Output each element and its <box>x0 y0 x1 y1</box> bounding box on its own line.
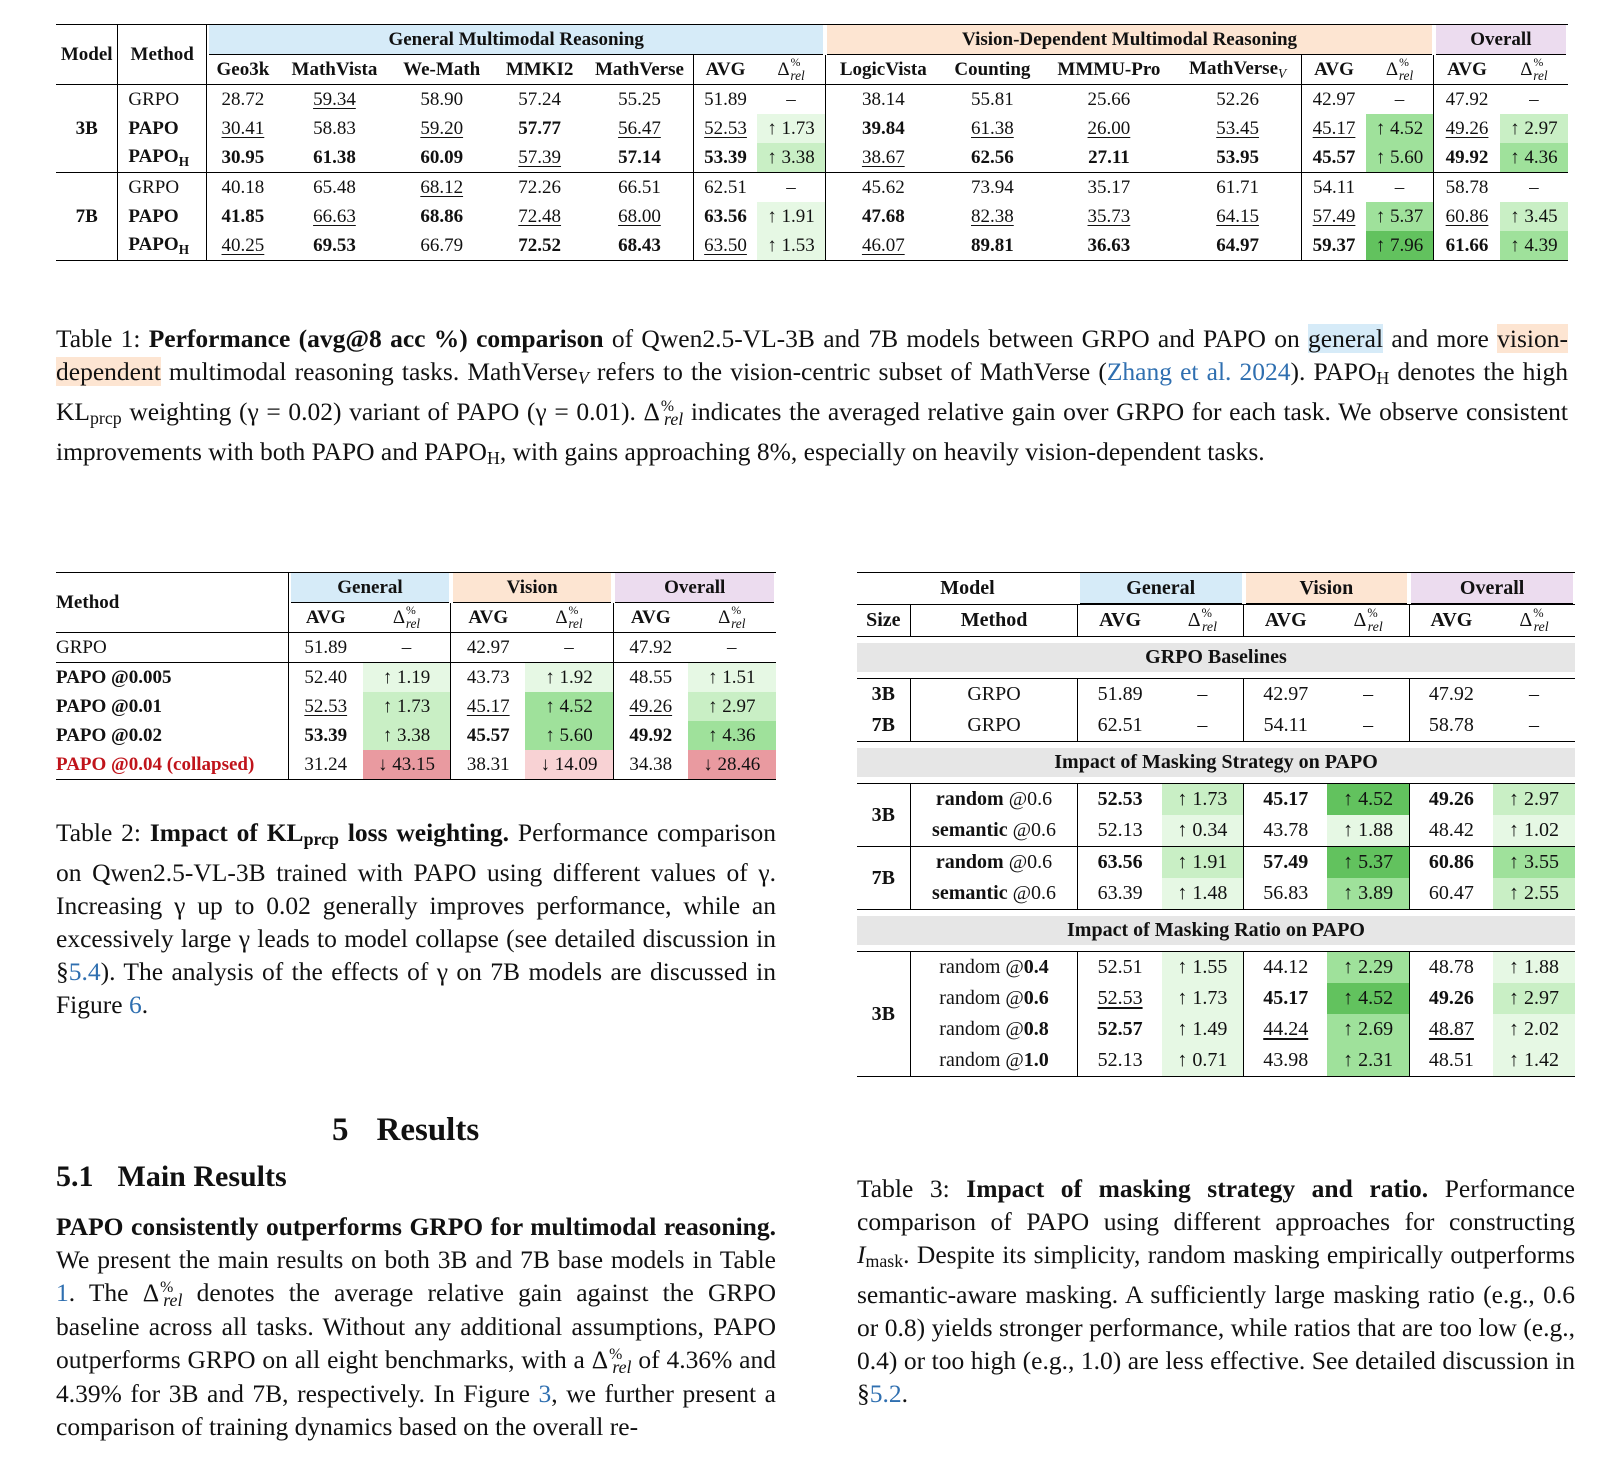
t1-value-cell: 52.53 <box>704 117 747 139</box>
t3-value-cell: 52.51 <box>1097 956 1143 978</box>
t1-value-cell: 42.97 <box>1312 88 1356 110</box>
t3-value-cell: ↑ 1.02 <box>1493 815 1575 847</box>
ref-table-1[interactable]: 1 <box>56 1278 69 1307</box>
t1-value-cell: 45.17 <box>1312 117 1356 139</box>
t1-value-cell: 64.97 <box>1174 231 1302 261</box>
t3-value-cell: ↑ 2.29 <box>1327 952 1409 984</box>
t1-col-overall-delta: $\Delta^{\%}_{rel}$ <box>1520 55 1548 83</box>
t1-value-cell: 72.52 <box>518 234 562 256</box>
t3-value-cell: 52.53 <box>1097 987 1143 1009</box>
t2-value-cell: 49.92 <box>629 724 673 746</box>
t3-row <box>857 784 1575 816</box>
t1-value-cell: 57.49 <box>1312 205 1356 227</box>
t1-value-cell: 72.26 <box>518 176 562 198</box>
t2-value-cell: ↑ 4.52 <box>525 692 613 721</box>
t3-value-cell: ↑ 1.88 <box>1327 815 1409 847</box>
t1-value-cell: 38.67 <box>861 146 905 168</box>
t3-value-cell: ↑ 2.31 <box>1327 1045 1409 1077</box>
t1-method: $PAPO_H$ <box>118 231 207 261</box>
t3-method: random @0.6 <box>910 847 1078 879</box>
t1-col-counting: Counting <box>954 58 1031 80</box>
subsection-heading: 5.1 Main Results <box>56 1160 287 1193</box>
t3-h-method: Method <box>910 605 1078 637</box>
t1-row <box>56 202 1568 231</box>
t3-method: GRPO <box>910 710 1078 742</box>
t3-value-cell: 58.78 <box>1428 714 1474 736</box>
t1-value-cell: 72.48 <box>518 205 562 227</box>
t3-value-cell: ↑ 1.49 <box>1162 1014 1244 1045</box>
t3-row <box>857 878 1575 910</box>
t3-value-cell: – <box>1529 714 1540 736</box>
t3-value-cell: 51.89 <box>1097 683 1143 705</box>
t2-col-vision-delta: $\Delta^{\%}_{rel}$ <box>525 603 613 633</box>
t1-value-cell: 62.51 <box>704 176 747 198</box>
t1-value-cell: ↑ 4.52 <box>1366 114 1434 143</box>
t3-row <box>857 815 1575 847</box>
t1-value-cell: 40.18 <box>221 176 265 198</box>
t2-col-general-delta: $\Delta^{\%}_{rel}$ <box>363 603 451 633</box>
t3-value-cell: ↑ 4.52 <box>1327 983 1409 1014</box>
t3-col-vision-avg: AVG <box>1264 609 1307 631</box>
t3-value-cell: 43.98 <box>1263 1049 1309 1071</box>
t1-header-groups <box>56 25 1568 56</box>
t3-section-baselines: GRPO Baselines <box>857 637 1575 679</box>
t2-row <box>56 750 776 780</box>
t2-value-cell: 52.40 <box>304 666 348 688</box>
t3-method: random @0.8 <box>910 1014 1078 1045</box>
t3-value-cell: 48.78 <box>1428 956 1474 978</box>
t1-value-cell: 47.68 <box>861 205 905 227</box>
t2-col-overall-delta: $\Delta^{\%}_{rel}$ <box>718 603 746 631</box>
t3-value-cell: ↑ 5.37 <box>1327 847 1409 879</box>
t1-value-cell: 55.25 <box>586 85 693 115</box>
t2-value-cell: ↑ 1.73 <box>363 692 451 721</box>
t2-method: PAPO @0.005 <box>56 663 288 693</box>
ref-section-5-2[interactable]: 5.2 <box>869 1379 902 1408</box>
t1-value-cell: 53.39 <box>704 146 747 168</box>
t3-value-cell: ↑ 2.02 <box>1493 1014 1575 1045</box>
t3-value-cell: ↑ 1.48 <box>1162 878 1244 910</box>
t2-value-cell: ↓ 43.15 <box>363 750 451 780</box>
t1-value-cell: 35.73 <box>1087 205 1131 227</box>
t1-value-cell: 59.20 <box>420 117 464 139</box>
t3-value-cell: ↑ 2.97 <box>1493 784 1575 816</box>
t1-value-cell: ↑ 1.73 <box>757 114 825 143</box>
t1-col-wemath: We-Math <box>403 58 481 80</box>
table-3-masking <box>857 572 1575 1077</box>
t3-value-cell: ↑ 1.73 <box>1162 983 1244 1014</box>
t1-value-cell: 60.86 <box>1445 205 1489 227</box>
t2-method: PAPO @0.01 <box>56 692 288 721</box>
t3-size-label: 3B <box>857 679 910 711</box>
t1-value-cell: 28.72 <box>221 88 265 110</box>
main-results-paragraph: PAPO consistently outperforms GRPO for multimodal reasoning. We present the main results on both 3B and 7B base models in Table 1. The Δ%rel denotes the average relative gain against the GRPO baseline across all tasks. Without any additional assumptions, PAPO outperforms GRPO on all eight benchmarks, with a Δ%rel of 4.36% and 4.39% for 3B and 7B, respectively. In Figure 3, we further present a comparison of training dynamics based on the overall re- <box>56 1212 776 1441</box>
t3-value-cell: ↑ 1.73 <box>1162 784 1244 816</box>
t1-method: $PAPO_H$ <box>118 143 207 173</box>
t3-value-cell: 52.53 <box>1097 788 1143 810</box>
t3-group-general: General <box>1078 573 1244 605</box>
t3-value-cell: 43.78 <box>1263 819 1309 841</box>
ref-section-5-4[interactable]: 5.4 <box>68 957 101 986</box>
t3-value-cell: 52.13 <box>1097 1049 1143 1071</box>
t1-value-cell: 35.17 <box>1087 176 1131 198</box>
t3-size-label: 3B <box>857 784 910 847</box>
t2-group-general: General <box>288 573 451 604</box>
t1-value-cell: 68.86 <box>420 205 464 227</box>
t1-value-cell: 41.85 <box>221 205 265 227</box>
t3-row <box>857 1014 1575 1045</box>
t1-value-cell: 68.12 <box>420 176 464 198</box>
t3-size-label: 7B <box>857 847 910 910</box>
t2-value-cell: ↓ 28.46 <box>688 750 777 780</box>
t1-value-cell: 45.62 <box>861 176 905 198</box>
t3-value-cell: ↑ 3.55 <box>1493 847 1575 879</box>
t2-method: PAPO @0.04 (collapsed) <box>56 750 288 780</box>
t3-col-overall-avg: AVG <box>1430 609 1473 631</box>
t2-value-cell: 42.97 <box>466 636 510 658</box>
t2-value-cell: – <box>363 633 451 663</box>
t3-value-cell: 44.12 <box>1263 956 1309 978</box>
t3-row <box>857 952 1575 984</box>
t1-value-cell: 63.56 <box>704 205 747 227</box>
t2-value-cell: 31.24 <box>304 753 348 775</box>
t1-value-cell: 40.25 <box>221 234 265 256</box>
t1-row <box>56 114 1568 143</box>
t1-value-cell: 27.11 <box>1088 146 1130 168</box>
t3-value-cell: 45.17 <box>1263 987 1309 1009</box>
table-1-caption: Table 1: Performance (avg@8 acc %) comparison of Qwen2.5-VL-3B and 7B models between GRPO and PAPO on general and more vision-dependent multimodal reasoning tasks. MathVerse$_V$ refers to the vision-centric subset of MathVerse (Zhang et al. 2024). $PAPO_H$ denotes the high $KL_{prcp}$ weighting (γ = 0.02) variant of PAPO (γ = 0.01). Δ%rel indicates the averaged relative gain over GRPO for each task. We observe consistent improvements with both PAPO and $PAPO_H$, with gains approaching 8%, especially on heavily vision-dependent tasks. <box>56 324 1569 468</box>
t1-col-mathvista: MathVista <box>291 58 378 80</box>
t1-value-cell: 58.83 <box>313 117 356 139</box>
t1-value-cell: 52.26 <box>1174 85 1302 115</box>
t1-value-cell: ↑ 3.45 <box>1500 202 1568 231</box>
t2-row <box>56 692 776 721</box>
t3-method: random @0.4 <box>910 952 1078 984</box>
t3-value-cell: ↑ 1.91 <box>1162 847 1244 879</box>
t3-value-cell: ↑ 1.42 <box>1493 1045 1575 1077</box>
t1-size-label: 7B <box>56 173 118 261</box>
t1-value-cell: – <box>1366 85 1434 115</box>
t3-h-model: Model <box>940 577 995 599</box>
t1-value-cell: 38.14 <box>861 88 905 110</box>
t1-value-cell: 64.15 <box>1174 202 1302 231</box>
t1-value-cell: 66.63 <box>313 205 356 227</box>
t1-group-overall: Overall <box>1434 25 1568 56</box>
t3-value-cell: 63.56 <box>1097 851 1143 873</box>
t2-value-cell: 47.92 <box>629 636 673 658</box>
t3-h-size: Size <box>857 605 910 637</box>
t1-row <box>56 143 1568 173</box>
t1-value-cell: 36.63 <box>1087 234 1131 256</box>
t3-value-cell: 52.57 <box>1097 1018 1143 1040</box>
t2-value-cell: 45.17 <box>466 695 510 717</box>
t2-value-cell: 45.57 <box>466 724 510 746</box>
t1-value-cell: 26.00 <box>1087 117 1131 139</box>
t1-value-cell: 57.77 <box>518 117 562 139</box>
t1-value-cell: 58.78 <box>1445 176 1489 198</box>
t3-value-cell: 45.17 <box>1263 788 1309 810</box>
t1-value-cell: 61.66 <box>1445 234 1489 256</box>
t3-group-overall: Overall <box>1409 573 1575 605</box>
t1-value-cell: 69.53 <box>313 234 356 256</box>
t3-value-cell: 44.24 <box>1263 1018 1309 1040</box>
t1-value-cell: 57.14 <box>586 143 693 173</box>
t2-row <box>56 663 776 693</box>
t1-value-cell: 68.43 <box>586 231 693 261</box>
t1-col-vision-avg: AVG <box>1314 58 1354 80</box>
t2-value-cell: 48.55 <box>629 666 673 688</box>
t3-row <box>857 847 1575 879</box>
t1-value-cell: 66.79 <box>420 234 464 256</box>
t3-value-cell: 54.11 <box>1263 714 1308 736</box>
t1-method: PAPO <box>118 202 207 231</box>
t3-value-cell: – <box>1162 679 1244 711</box>
t3-size-label: 7B <box>857 710 910 742</box>
t1-row <box>56 85 1568 115</box>
t3-value-cell: 63.39 <box>1097 882 1143 904</box>
t3-value-cell: – <box>1162 710 1244 742</box>
t3-method: GRPO <box>910 679 1078 711</box>
t1-value-cell: 39.84 <box>861 117 905 139</box>
t3-value-cell: 49.26 <box>1428 788 1474 810</box>
t3-value-cell: 52.13 <box>1097 819 1143 841</box>
t3-value-cell: 60.86 <box>1428 851 1474 873</box>
t1-header-cols <box>56 55 1568 85</box>
t2-value-cell: ↑ 2.97 <box>688 692 777 721</box>
t1-value-cell: ↑ 4.36 <box>1500 143 1568 173</box>
t3-method: random @0.6 <box>910 983 1078 1014</box>
t1-row <box>56 231 1568 261</box>
t3-value-cell: – <box>1529 683 1540 705</box>
t1-value-cell: 58.90 <box>420 88 464 110</box>
t2-col-overall-avg: AVG <box>630 606 671 628</box>
t1-method: PAPO <box>118 114 207 143</box>
t1-value-cell: – <box>1529 176 1539 198</box>
t1-group-vision: Vision-Dependent Multimodal Reasoning <box>825 25 1433 56</box>
t1-value-cell: 55.81 <box>971 88 1014 110</box>
t1-h-model: Model <box>56 25 118 85</box>
t2-value-cell: – <box>727 636 737 658</box>
t1-col-mathverse: MathVerse <box>586 55 693 85</box>
t1-method: GRPO <box>118 85 207 115</box>
t3-value-cell: – <box>1327 710 1409 742</box>
section-heading: 5 Results <box>332 1112 480 1148</box>
t1-value-cell: ↑ 1.53 <box>757 231 825 261</box>
t2-value-cell: ↑ 1.51 <box>688 663 777 693</box>
t3-group-vision: Vision <box>1244 573 1410 605</box>
t2-row <box>56 721 776 750</box>
t1-value-cell: 47.92 <box>1445 88 1489 110</box>
t1-value-cell: 54.11 <box>1312 176 1356 198</box>
t3-value-cell: – <box>1327 679 1409 711</box>
t1-value-cell: ↑ 2.97 <box>1500 114 1568 143</box>
t1-col-mathverse-v: MathVerse$_V$ <box>1174 55 1302 85</box>
t3-value-cell: ↑ 2.55 <box>1493 878 1575 910</box>
t2-value-cell: ↑ 5.60 <box>525 721 613 750</box>
t1-col-overall-avg: AVG <box>1447 58 1487 80</box>
t1-value-cell: 82.38 <box>971 205 1014 227</box>
t1-value-cell: 46.07 <box>861 234 905 256</box>
t3-size-label: 3B <box>857 952 910 1077</box>
citation-zhang-2024[interactable]: Zhang et al. 2024 <box>1106 357 1291 386</box>
table-1-main-results <box>56 24 1568 261</box>
t1-row <box>56 173 1568 203</box>
t3-row <box>857 710 1575 742</box>
t3-value-cell: ↑ 4.52 <box>1327 784 1409 816</box>
t2-group-vision: Vision <box>451 573 614 604</box>
t1-value-cell: 30.95 <box>221 146 265 168</box>
t3-value-cell: 60.47 <box>1428 882 1474 904</box>
t1-value-cell: ↑ 3.38 <box>757 143 825 173</box>
t3-value-cell: ↑ 2.97 <box>1493 983 1575 1014</box>
t1-value-cell: 56.47 <box>586 114 693 143</box>
t3-row <box>857 1045 1575 1077</box>
t1-value-cell: 57.39 <box>518 146 562 168</box>
t1-value-cell: 25.66 <box>1087 88 1131 110</box>
t1-value-cell: – <box>1529 88 1539 110</box>
t1-value-cell: 30.41 <box>221 117 265 139</box>
t2-value-cell: ↑ 4.36 <box>688 721 777 750</box>
t2-group-overall: Overall <box>613 573 776 604</box>
t3-row <box>857 679 1575 711</box>
t1-value-cell: 89.81 <box>971 234 1014 256</box>
t3-method: semantic @0.6 <box>910 815 1078 847</box>
t1-value-cell: 66.51 <box>586 173 693 203</box>
t2-col-vision-avg: AVG <box>468 606 509 628</box>
t1-value-cell: 73.94 <box>971 176 1014 198</box>
t1-value-cell: 61.71 <box>1174 173 1302 203</box>
t3-method: random @1.0 <box>910 1045 1078 1077</box>
t1-value-cell: 65.48 <box>313 176 356 198</box>
t1-value-cell: 59.34 <box>313 88 356 110</box>
t1-col-vision-delta: $\Delta^{\%}_{rel}$ <box>1366 55 1434 85</box>
t1-value-cell: ↑ 5.60 <box>1366 143 1434 173</box>
t3-row <box>857 983 1575 1014</box>
t1-value-cell: – <box>1366 173 1434 203</box>
t2-value-cell: 34.38 <box>629 753 673 775</box>
t1-size-label: 3B <box>56 85 118 173</box>
t3-col-overall-delta: $\Delta^{\%}_{rel}$ <box>1519 605 1549 635</box>
table-2-caption: Table 2: Impact of $KL_{prcp}$ loss weighting. Performance comparison on Qwen2.5-VL-3B trained with PAPO using different values of γ. Increasing γ up to 0.02 generally improves performance, while an excessively large γ leads to model collapse (see detailed discussion in §5.4). The analysis of the effects of γ on 7B models are discussed in Figure 6. <box>56 818 776 1019</box>
t3-value-cell: ↑ 1.55 <box>1162 952 1244 984</box>
t2-value-cell: 51.89 <box>304 636 348 658</box>
t3-col-vision-delta: $\Delta^{\%}_{rel}$ <box>1327 605 1409 637</box>
t1-value-cell: ↑ 1.91 <box>757 202 825 231</box>
t2-value-cell: 49.26 <box>629 695 673 717</box>
t3-value-cell: 48.42 <box>1428 819 1474 841</box>
t1-value-cell: ↑ 5.37 <box>1366 202 1434 231</box>
t1-value-cell: ↑ 7.96 <box>1366 231 1434 261</box>
t1-value-cell: 53.45 <box>1174 114 1302 143</box>
t1-value-cell: 61.38 <box>313 146 356 168</box>
t3-value-cell: 42.97 <box>1263 683 1309 705</box>
t1-col-mmki2: MMKI2 <box>505 58 574 80</box>
t1-col-mmmupro: MMMU-Pro <box>1057 58 1161 80</box>
t3-value-cell: 48.87 <box>1428 1018 1474 1040</box>
t3-value-cell: 48.51 <box>1428 1049 1474 1071</box>
t2-value-cell: ↓ 14.09 <box>525 750 613 780</box>
t2-row-grpo <box>56 633 776 663</box>
t2-h-method: Method <box>56 573 288 633</box>
t2-value-cell: 43.73 <box>466 666 510 688</box>
t2-value-cell: 53.39 <box>304 724 348 746</box>
t3-value-cell: ↑ 1.88 <box>1493 952 1575 984</box>
t1-value-cell: 59.37 <box>1312 234 1356 256</box>
t1-col-general-avg: AVG <box>705 58 746 80</box>
t3-col-general-delta: $\Delta^{\%}_{rel}$ <box>1162 605 1244 637</box>
t3-value-cell: ↑ 0.34 <box>1162 815 1244 847</box>
t1-value-cell: – <box>757 85 825 115</box>
t3-value-cell: 57.49 <box>1263 851 1309 873</box>
t3-section-strategy: Impact of Masking Strategy on PAPO <box>857 742 1575 784</box>
t1-value-cell: 61.38 <box>971 117 1014 139</box>
t1-h-method: Method <box>118 25 207 85</box>
t1-value-cell: 53.95 <box>1174 143 1302 173</box>
t1-value-cell: 49.92 <box>1445 146 1489 168</box>
t1-value-cell: 63.50 <box>704 234 747 256</box>
t2-value-cell: 52.53 <box>304 695 348 717</box>
t1-value-cell: – <box>757 173 825 203</box>
t1-value-cell: 51.89 <box>704 88 747 110</box>
t1-group-general: General Multimodal Reasoning <box>207 25 826 56</box>
t1-col-geo3k: Geo3k <box>216 58 270 80</box>
t1-value-cell: 68.00 <box>586 202 693 231</box>
ref-figure-6[interactable]: 6 <box>128 990 142 1019</box>
t2-value-cell: – <box>525 633 613 663</box>
t3-method: semantic @0.6 <box>910 878 1078 910</box>
t3-section-ratio: Impact of Masking Ratio on PAPO <box>857 910 1575 952</box>
t1-value-cell: ↑ 4.39 <box>1500 231 1568 261</box>
t3-col-general-avg: AVG <box>1099 609 1142 631</box>
table-2-kl-weighting <box>56 572 776 780</box>
t1-value-cell: 49.26 <box>1445 117 1489 139</box>
t2-method: GRPO <box>56 633 288 663</box>
t2-method: PAPO @0.02 <box>56 721 288 750</box>
t3-method: random @0.6 <box>910 784 1078 816</box>
t1-col-general-delta: $\Delta^{\%}_{rel}$ <box>757 55 825 85</box>
t2-value-cell: ↑ 1.92 <box>525 663 613 693</box>
t2-value-cell: ↑ 3.38 <box>363 721 451 750</box>
table-3-caption: Table 3: Impact of masking strategy and ratio. Performance comparison of PAPO using different approaches for constructing $I_{mask}$. Despite its simplicity, random masking empirically outperforms semantic-aware masking. A sufficiently large masking ratio (e.g., 0.6 or 0.8) yields stronger performance, while ratios that are too low (e.g., 0.4) or too high (e.g., 1.0) are less effective. See detailed discussion in §5.2. <box>857 1174 1575 1408</box>
t1-col-logicvista: LogicVista <box>839 58 927 80</box>
t1-value-cell: 57.24 <box>518 88 562 110</box>
t3-value-cell: 62.51 <box>1097 714 1143 736</box>
t3-value-cell: 56.83 <box>1263 882 1309 904</box>
t3-value-cell: ↑ 2.69 <box>1327 1014 1409 1045</box>
t2-value-cell: ↑ 1.19 <box>363 663 451 693</box>
t1-value-cell: 62.56 <box>971 146 1014 168</box>
t3-value-cell: ↑ 0.71 <box>1162 1045 1244 1077</box>
t1-value-cell: 45.57 <box>1312 146 1356 168</box>
t3-value-cell: 49.26 <box>1428 987 1474 1009</box>
ref-figure-3[interactable]: 3 <box>538 1378 552 1408</box>
t2-value-cell: 38.31 <box>466 753 510 775</box>
t1-value-cell: 60.09 <box>420 146 464 168</box>
t3-value-cell: 47.92 <box>1428 683 1474 705</box>
t3-value-cell: ↑ 3.89 <box>1327 878 1409 910</box>
t1-method: GRPO <box>118 173 207 203</box>
t2-col-general-avg: AVG <box>305 606 346 628</box>
